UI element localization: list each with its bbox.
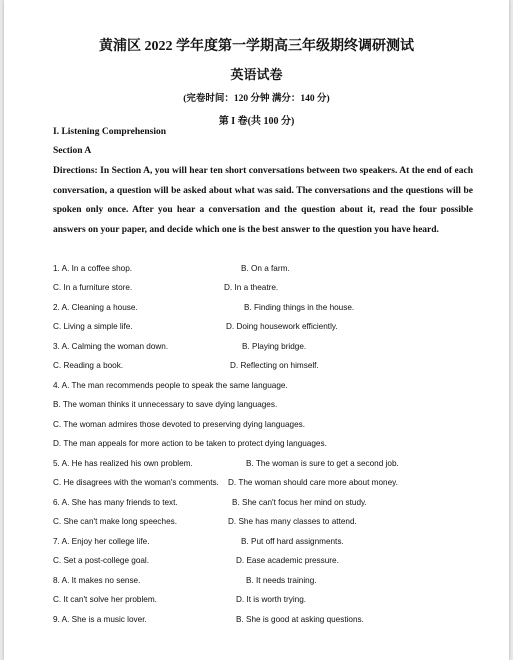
question-7-option-d: D. Ease academic pressure. — [236, 556, 339, 565]
question-2-option-b: B. Finding things in the house. — [244, 303, 355, 312]
question-3-option-a: 3. A. Calming the woman down. — [53, 342, 169, 351]
question-6-option-b: B. She can't focus her mind on study. — [232, 498, 367, 507]
exam-info: (完卷时间：120 分钟 满分：140 分) — [183, 94, 330, 104]
question-2-option-d: D. Doing housework efficiently. — [226, 322, 338, 331]
section-heading: Section A — [53, 146, 92, 156]
question-1-option-c: C. In a furniture store. — [53, 283, 133, 292]
question-7-option-b: B. Put off hard assignments. — [241, 537, 344, 546]
question-5-option-d: D. The woman should care more about money. — [228, 478, 398, 487]
question-6-option-c: C. She can't make long speeches. — [53, 517, 177, 526]
directions-paragraph — [53, 162, 473, 240]
question-2-option-c: C. Living a simple life. — [53, 322, 133, 331]
document-page — [4, 0, 509, 660]
exam-subject: 英语试卷 — [230, 67, 283, 82]
question-5-option-b: B. The woman is sure to get a second job. — [246, 459, 399, 468]
part-heading: I. Listening Comprehension — [53, 127, 167, 137]
question-1-option-d: D. In a theatre. — [224, 283, 279, 292]
question-1-option-b: B. On a farm. — [241, 264, 290, 273]
question-3-option-d: D. Reflecting on himself. — [230, 361, 319, 370]
question-8-option-a: 8. A. It makes no sense. — [53, 576, 141, 585]
question-3-option-c: C. Reading a book. — [53, 361, 124, 370]
question-5-option-a: 5. A. He has realized his own problem. — [53, 459, 193, 468]
question-9-option-b: B. She is good at asking questions. — [236, 615, 364, 624]
question-1-option-a: 1. A. In a coffee shop. — [53, 264, 133, 273]
question-8-option-c: C. It can't solve her problem. — [53, 595, 157, 604]
question-6-option-a: 6. A. She has many friends to text. — [53, 498, 178, 507]
volume-heading: 第 I 卷(共 100 分) — [218, 116, 295, 127]
directions-label: Directions: — [53, 166, 98, 176]
exam-title: 黄浦区 2022 学年度第一学期高三年级期终调研测试 — [99, 39, 414, 54]
question-8-option-d: D. It is worth trying. — [236, 595, 307, 604]
question-4-option-c: C. The woman admires those devoted to preserving dying languages. — [53, 420, 305, 429]
question-5-option-c: C. He disagrees with the woman's comments. — [53, 478, 219, 487]
question-8-option-b: B. It needs training. — [246, 576, 317, 585]
question-4-option-b: B. The woman thinks it unnecessary to save dying languages. — [53, 400, 278, 409]
question-7-option-c: C. Set a post-college goal. — [53, 556, 150, 565]
question-3-option-b: B. Playing bridge. — [242, 342, 307, 351]
question-9-option-a: 9. A. She is a music lover. — [53, 615, 147, 624]
question-2-option-a: 2. A. Cleaning a house. — [53, 303, 138, 312]
question-7-option-a: 7. A. Enjoy her college life. — [53, 537, 150, 546]
question-4-option-d: D. The man appeals for more action to be taken to protect dying languages. — [53, 439, 327, 448]
question-6-option-d: D. She has many classes to attend. — [228, 517, 357, 526]
question-4-option-a: 4. A. The man recommends people to speak the same language. — [53, 381, 288, 390]
directions-text: In Section A, you will hear ten short conversations between two speakers. At the end of each conversation, a question will be asked about what was said. The conversations and the questions will be spoken only once. After you hear a conversation and the question about it, read the four possible answers on your paper, and decide which one is the best answer to the question you have heard. — [53, 166, 473, 235]
